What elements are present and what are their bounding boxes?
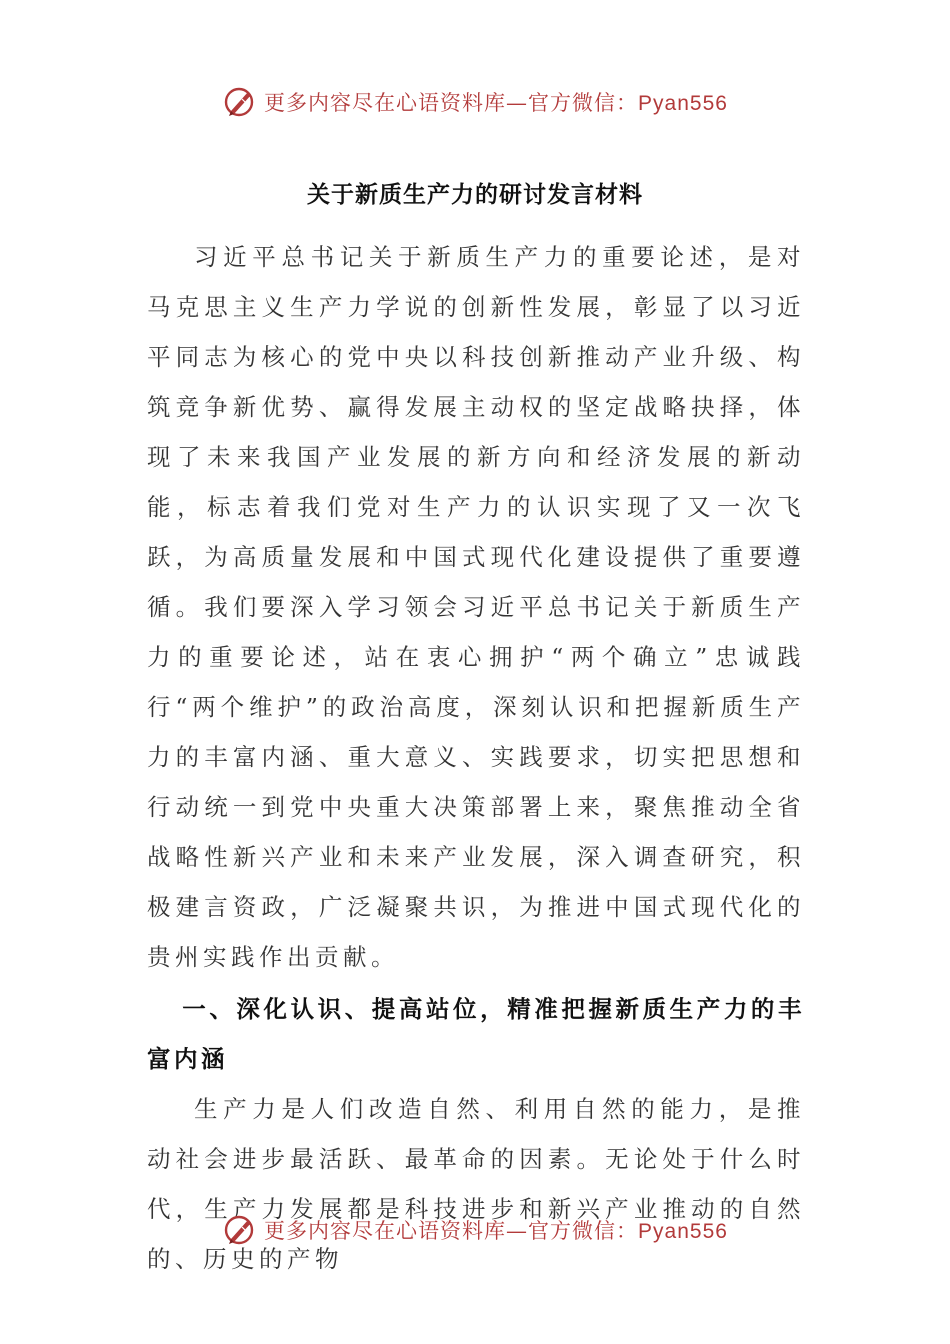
banner-dash: — <box>506 1219 529 1243</box>
banner-dash: — <box>506 91 529 115</box>
section-1-heading: 一、深化认识、提高站位，精准把握新质生产力的丰富内涵 <box>147 995 805 1073</box>
wechat-label: 官方微信： <box>528 1219 639 1243</box>
wechat-account: Pyan556 <box>638 92 728 115</box>
header-banner <box>0 80 950 124</box>
document-title: 关于新质生产力的研讨发言材料 <box>307 181 643 208</box>
wechat-label: 官方微信： <box>528 91 639 115</box>
footer-banner-text <box>264 1215 728 1245</box>
pen-logo-icon <box>222 84 258 120</box>
promo-text: 更多内容尽在心语资料库 <box>264 91 507 115</box>
wechat-account: Pyan556 <box>638 1220 728 1243</box>
intro-paragraph: 习近平总书记关于新质生产力的重要论述，是对马克思主义生产力学说的创新性发展，彰显了以习近平同志为核心的党中央以科技创新推动产业升级、构筑竞争新优势、赢得发展主动权的坚定战略抉择，体现了未来我国产业发展的新方向和经济发展的新动能，标志着我们党对生产力的认识实现了又一次飞跃，为高质量发展和中国式现代化建设提供了重要遵循。我们要深入学习领会习近平总书记关于新质生产力的重要论述，站在衷心拥护“两个确立”忠诚践行“两个维护”的政治高度，深刻认识和把握新质生产力的丰富内涵、重大意义、实践要求，切实把思想和行动统一到党中央重大决策部署上来，聚焦推动全省战略性新兴产业和未来产业发展，深入调查研究，积极建言资政，广泛凝聚共识，为推进中国式现代化的贵州实践作出贡献。 <box>147 243 805 971</box>
document-body <box>147 232 805 1284</box>
section-1-paragraph: 生产力是人们改造自然、利用自然的能力，是推动社会进步最活跃、最革命的因素。无论处于什么时代，生产力发展都是科技进步和新兴产业推动的自然的、历史的产物 <box>147 1095 805 1273</box>
promo-text: 更多内容尽在心语资料库 <box>264 1219 507 1243</box>
header-banner-text <box>264 87 728 117</box>
footer-banner <box>0 1208 950 1252</box>
pen-logo-icon <box>222 1212 258 1248</box>
